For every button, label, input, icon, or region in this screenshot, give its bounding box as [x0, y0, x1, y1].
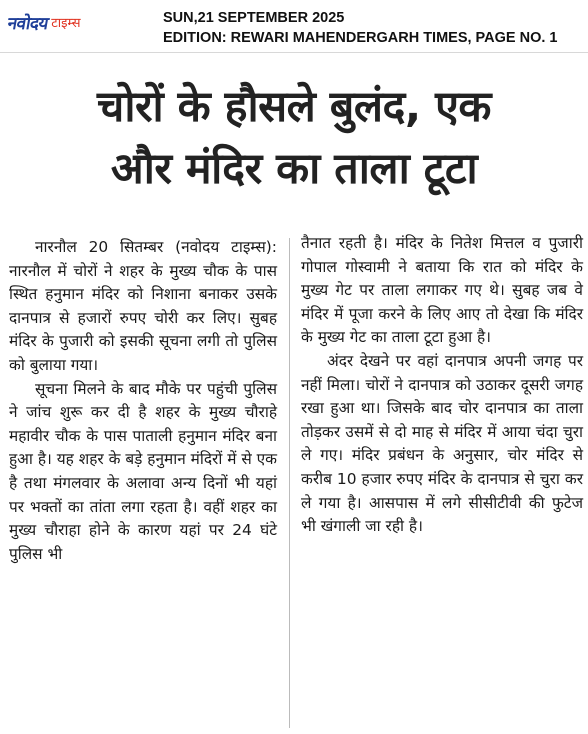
publication-date: SUN,21 SEPTEMBER 2025 — [163, 10, 345, 26]
article-column-1 — [9, 236, 277, 566]
newspaper-logo[interactable] — [5, 9, 136, 35]
headline-line-2: और मंदिर का ताला टूटा — [110, 144, 478, 194]
column-divider — [289, 238, 290, 728]
headline-line-1: चोरों के हौसले बुलंद, एक — [97, 82, 491, 132]
article-column-2 — [301, 232, 583, 539]
paragraph-3: तैनात रहती है। मंदिर के नितेश मित्तल व पुजारी गोपाल गोस्वामी ने बताया कि रात को मंदिर के मुख्य गेट पर ताला लगाकर गए थे। सुबह जब वे मंदिर में पूजा करने के लिए आए तो देखा कि मंदिर के मुख्य गेट का ताला टूटा हुआ है। — [301, 234, 583, 347]
article-headline — [0, 76, 588, 200]
logo-main-text: नवोदय — [5, 13, 50, 34]
paragraph-2: सूचना मिलने के बाद मौके पर पहुंची पुलिस ने जांच शुरू कर दी है शहर के मुख्य चौराहे महावीर चौक के पास पाताली हनुमान मंदिर बना हुआ है। यह शहर के बड़े हनुमान मंदिरों में से एक है तथा मंगलवार के अलावा अन्य दिनों भी यहां पर भक्तों का तांता लगा रहता है। वहीं शहर का मुख्य चौराहा होने के कारण यहां पर 24 घंटे पुलिस भी — [9, 379, 277, 563]
edition-info — [163, 8, 588, 48]
logo-sub-text: टाइम्स — [51, 16, 81, 31]
edition-page: EDITION: REWARI MAHENDERGARH TIMES, PAGE NO. 1 — [163, 30, 558, 46]
paragraph-4: अंदर देखने पर वहां दानपात्र अपनी जगह पर नहीं मिला। चोरों ने दानपात्र को उठाकर दूसरी जगह रखा हुआ था। जिसके बाद चोर दानपात्र का ताला तोड़कर उसमें से दो माह से मंदिर में आया चंदा चुरा ले गए। मंदिर प्रबंधन के अनुसार, चोर मंदिर से करीब 10 हजार रुपए मंदिर के दानपात्र से चुरा कर ले गया है। आसपास में लगे सीसीटीवी की फुटेज भी खंगाली जा रही है। — [301, 351, 583, 536]
paragraph-1: नारनौल 20 सितम्बर (नवोदय टाइम्स): नारनौल में चोरों ने शहर के मुख्य चौक के पास स्थित हनुमान मंदिर को निशाना बनाकर उसके दानपात्र से हजारों रुपए चोरी कर लिए। सुबह मंदिर के पुजारी को इसकी सूचना लगी तो पुलिस को बुलाया गया। — [9, 238, 277, 374]
masthead — [0, 0, 588, 53]
